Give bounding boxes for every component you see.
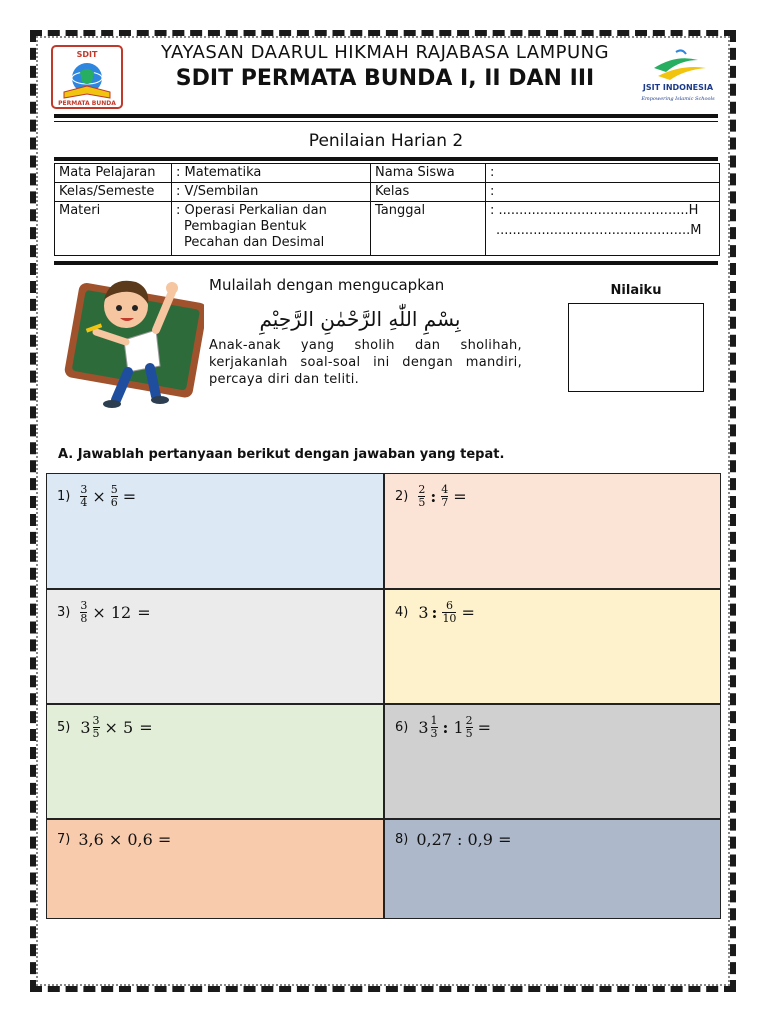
- basmalah: [240, 304, 480, 334]
- equals-sign: =: [122, 487, 137, 506]
- answer-cell-4[interactable]: [384, 589, 721, 704]
- question-number: 4): [395, 605, 409, 620]
- question-8: [395, 830, 511, 849]
- question-number: 8): [395, 832, 409, 847]
- material-line-2: Pembagian Bentuk: [184, 219, 307, 234]
- section-a-instruction: A. Jawablah pertanyaan berikut dengan jawaban yang tepat.: [58, 447, 505, 462]
- equals-sign: =: [137, 603, 151, 622]
- jsit-logo-tagline: Empowering Islamic Schools: [641, 96, 715, 102]
- material-label: Materi: [55, 202, 172, 256]
- title-divider: [54, 157, 718, 161]
- logo-bottom-text: PERMATA BUNDA: [58, 100, 116, 107]
- question-3: [57, 600, 154, 625]
- subject-label: Mata Pelajaran: [55, 164, 172, 183]
- whole-number: 3: [418, 718, 429, 737]
- question-number: 2): [395, 489, 409, 504]
- fraction: [80, 484, 87, 509]
- question-7: [57, 830, 171, 849]
- student-name-field[interactable]: :: [486, 164, 720, 183]
- denominator: 6: [110, 496, 118, 509]
- school-name: SDIT PERMATA BUNDA I, II DAN III: [175, 66, 595, 91]
- question-number: 5): [57, 720, 71, 735]
- operator: × 5: [104, 718, 134, 737]
- date-hijri: : ..............................................H: [490, 203, 699, 218]
- operator: ×: [92, 487, 106, 506]
- decimal-expression: 0,27 : 0,9 =: [416, 830, 512, 849]
- answer-cell-1[interactable]: [46, 473, 384, 589]
- fraction: [111, 484, 118, 509]
- info-divider: [54, 261, 718, 265]
- denominator: 3: [430, 727, 438, 740]
- denominator: 5: [418, 496, 426, 509]
- fraction: [466, 715, 473, 740]
- operator: :: [442, 718, 449, 737]
- denominator: 5: [92, 727, 100, 740]
- basmalah-text: بِسْمِ اللّٰهِ الرَّحْمٰنِ الرَّحِيْمِ: [259, 307, 461, 331]
- score-label: Nilaiku: [610, 283, 662, 298]
- material-line-1: : Operasi Perkalian dan: [176, 203, 327, 218]
- student-illustration: [44, 270, 204, 410]
- equals-sign: =: [453, 487, 467, 506]
- numerator: 3: [80, 483, 88, 496]
- equals-sign: =: [461, 603, 475, 622]
- denominator: 4: [80, 496, 88, 509]
- denominator: 10: [442, 612, 457, 625]
- fraction: [80, 600, 87, 625]
- logo-top-text: SDIT: [76, 50, 98, 59]
- fraction: [93, 715, 100, 740]
- question-grid: [46, 473, 721, 919]
- question-2: [395, 484, 470, 509]
- answer-cell-7[interactable]: [46, 819, 384, 919]
- numerator: 2: [418, 483, 426, 496]
- class-field[interactable]: :: [486, 183, 720, 202]
- question-number: 3): [57, 605, 71, 620]
- intro-text: Mulailah dengan mengucapkan: [209, 276, 445, 294]
- class-label: Kelas: [371, 183, 486, 202]
- school-logo: [50, 44, 124, 110]
- assessment-title: Penilaian Harian 2: [308, 131, 464, 151]
- date-label: Tanggal: [371, 202, 486, 256]
- operator: :: [430, 487, 437, 506]
- jsit-logo-name: JSIT INDONESIA: [642, 83, 714, 92]
- student-info-table: [54, 163, 720, 256]
- decimal-expression: 3,6 × 0,6 =: [78, 830, 172, 849]
- organization-name: YAYASAN DAARUL HIKMAH RAJABASA LAMPUNG: [160, 42, 610, 63]
- numerator: 3: [92, 714, 100, 727]
- advice-text: Anak-anak yang sholih dan sholihah, kerjakanlah soal-soal ini dengan mandiri, percaya diri dan teliti.: [209, 338, 522, 387]
- question-4: [395, 600, 478, 625]
- answer-cell-8[interactable]: [384, 819, 721, 919]
- question-number: 1): [57, 489, 71, 504]
- whole-number: 3: [418, 603, 429, 622]
- answer-cell-6[interactable]: [384, 704, 721, 819]
- numerator: 1: [430, 714, 438, 727]
- denominator: 8: [80, 612, 88, 625]
- numerator: 3: [80, 599, 88, 612]
- whole-number: 3: [80, 718, 91, 737]
- material-line-3: Pecahan dan Desimal: [184, 235, 325, 250]
- numerator: 6: [445, 599, 453, 612]
- whole-number: 1: [453, 718, 464, 737]
- denominator: 7: [441, 496, 449, 509]
- denominator: 5: [465, 727, 473, 740]
- date-masehi: ...............................................M: [496, 223, 702, 238]
- question-1: [57, 484, 139, 509]
- equals-sign: =: [139, 718, 153, 737]
- class-semester-value: : V/Sembilan: [172, 183, 371, 202]
- fraction: [442, 600, 456, 625]
- question-6: [395, 715, 494, 740]
- question-5: [57, 715, 156, 740]
- equals-sign: =: [477, 718, 492, 737]
- fraction: [418, 484, 425, 509]
- question-number: 7): [57, 832, 71, 847]
- numerator: 2: [465, 714, 473, 727]
- numerator: 5: [110, 483, 118, 496]
- header-divider: [54, 114, 718, 118]
- answer-cell-2[interactable]: [384, 473, 721, 589]
- student-name-label: Nama Siswa: [371, 164, 486, 183]
- date-field[interactable]: [486, 202, 720, 256]
- header-divider-thin: [54, 121, 718, 122]
- answer-cell-5[interactable]: [46, 704, 384, 819]
- answer-cell-3[interactable]: [46, 589, 384, 704]
- fraction: [431, 715, 438, 740]
- jsit-logo: [636, 46, 720, 106]
- question-number: 6): [395, 720, 409, 735]
- material-value: [172, 202, 371, 256]
- class-semester-label: Kelas/Semeste: [55, 183, 172, 202]
- operator: :: [431, 603, 438, 622]
- score-box[interactable]: [568, 303, 704, 392]
- fraction: [441, 484, 448, 509]
- subject-value: : Matematika: [172, 164, 371, 183]
- numerator: 4: [441, 483, 449, 496]
- operator: × 12: [92, 603, 132, 622]
